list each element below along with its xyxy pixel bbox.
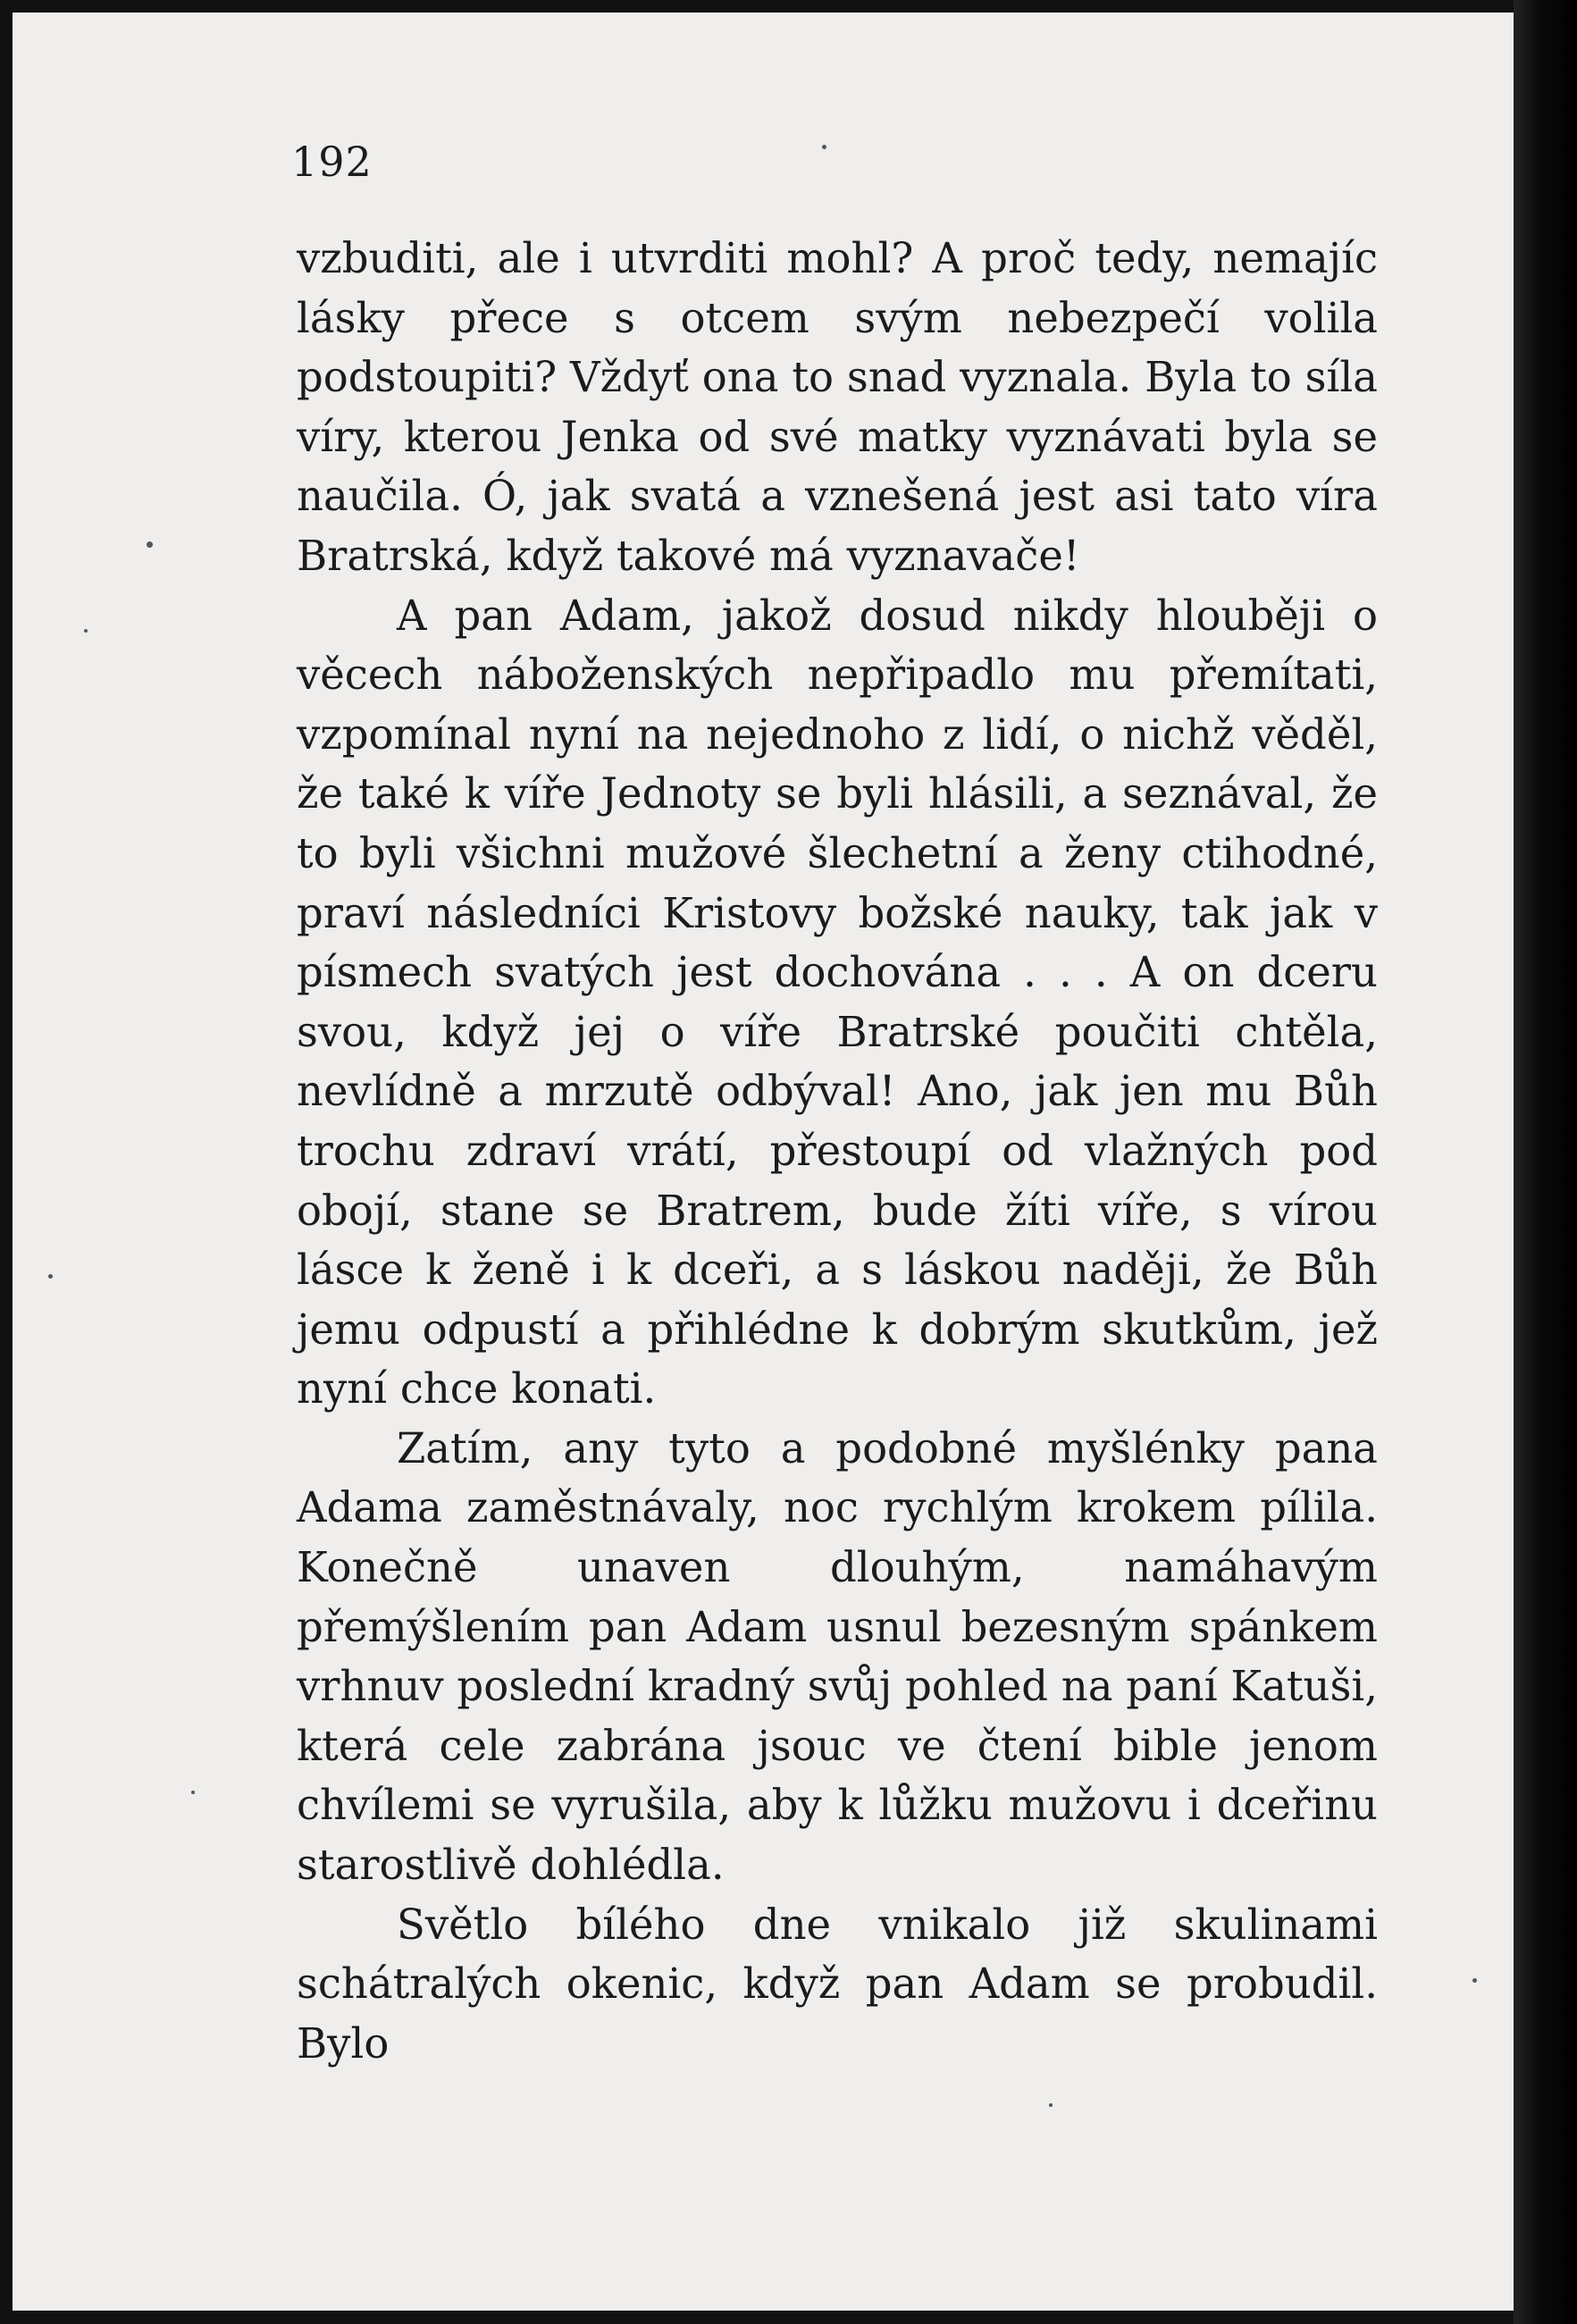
scan-speck bbox=[1472, 1978, 1477, 1983]
book-page bbox=[13, 13, 1514, 2311]
paragraph-3: Zatím, any tyto a podobné myšlénky pana Adama zaměstnávaly, noc rychlým krokem pílila. Konečně unaven dlouhým, namáhavým přemýšlením pan Adam usnul bezesným spánkem vrhnuv poslední kradný svůj pohled na paní Katuši, která cele zabrána jsouc ve čtení bible jenom chvílemi se vyrušila, aby k lůžku mužovu i dceřinu starostlivě dohlédla. bbox=[297, 1423, 1378, 1890]
paragraph-2: A pan Adam, jakož dosud nikdy hlouběji o věcech náboženských nepřipadlo mu přemítati, vzpomínal nyní na nejednoho z lidí, o nichž věděl, že také k víře Jednoty se byli hlásili, a seznával, že to byli všichni mužové šlechetní a ženy ctihodné, praví následníci Kristovy božské nauky, tak jak v písmech svatých jest dochována . . . A on dceru svou, když jej o víře Bratrské poučiti chtěla, nevlídně a mrzutě odbýval! Ano, jak jen mu Bůh trochu zdraví vrátí, přestoupí od vlažných pod obojí, stane se Bratrem, bude žíti víře, s vírou lásce k ženě i k dceři, a s láskou naději, že Bůh jemu odpustí a přihlédne k dobrým skutkům, jež nyní chce konati. bbox=[297, 591, 1378, 1414]
page-number: 192 bbox=[291, 138, 373, 186]
paragraph-4: Světlo bílého dne vnikalo již skulinami schátralých okenic, když pan Adam se probudil. Bylo bbox=[297, 1900, 1378, 2068]
page-gutter-shadow bbox=[1514, 0, 1577, 2324]
scan-speck bbox=[191, 1791, 195, 1794]
body-text bbox=[297, 229, 1378, 2073]
scan-speck bbox=[1049, 2103, 1053, 2107]
scan-speck bbox=[822, 145, 826, 149]
scan-speck bbox=[48, 1274, 53, 1279]
scan-speck bbox=[84, 629, 88, 633]
scan-speck bbox=[147, 541, 153, 548]
paragraph-1: vzbuditi, ale i utvrditi mohl? A proč tedy, nemajíc lásky přece s otcem svým nebezpečí volila podstoupiti? Vždyť ona to snad vyznala. Byla to síla víry, kterou Jenka od své matky vyznávati byla se naučila. Ó, jak svatá a vznešená jest asi tato víra Bratrská, když takové má vyznavače! bbox=[297, 234, 1378, 580]
